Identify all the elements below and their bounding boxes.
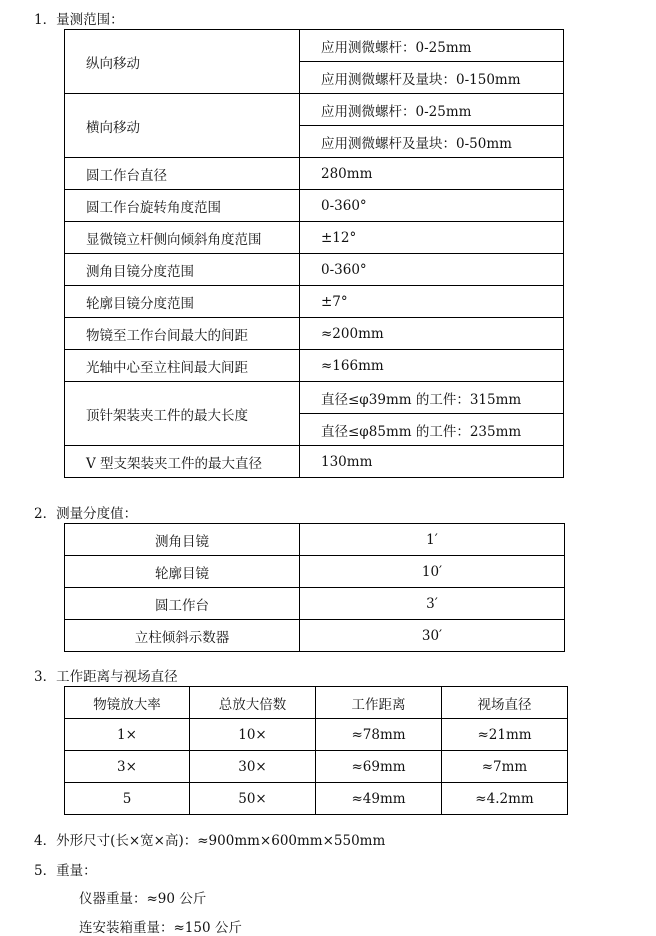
weight-line-instrument: 仪器重量：≈90 公斤 <box>79 891 207 907</box>
column-header: 物镜放大率 <box>65 687 190 719</box>
section-4-dimensions: 4．外形尺寸(长×宽×高)：≈900mm×600mm×550mm <box>34 833 386 849</box>
table-cell: 5 <box>65 783 190 815</box>
range-key-cell: V 型支架装夹工件的最大直径 <box>65 446 300 478</box>
range-value-cell: 直径≤φ39mm 的工件：315mm <box>300 382 564 414</box>
measurement-range-table <box>64 29 564 478</box>
table-cell: 10× <box>190 719 316 751</box>
division-key-cell: 轮廓目镜 <box>65 556 300 588</box>
working-distance-table <box>64 686 568 815</box>
range-key-cell: 圆工作台旋转角度范围 <box>65 190 300 222</box>
weight-line-with-case: 连安装箱重量：≈150 公斤 <box>79 920 242 936</box>
range-key-cell: 圆工作台直径 <box>65 158 300 190</box>
division-row <box>65 588 565 620</box>
column-header: 总放大倍数 <box>190 687 316 719</box>
division-row <box>65 620 565 652</box>
division-value-cell: 10′ <box>300 556 565 588</box>
table-row <box>65 783 568 815</box>
division-value-table <box>64 523 565 652</box>
table-cell: ≈69mm <box>316 751 442 783</box>
range-row <box>65 158 564 190</box>
range-value-cell: 应用测微螺杆：0-25mm <box>300 94 564 126</box>
division-key-cell: 圆工作台 <box>65 588 300 620</box>
range-key-cell: 横向移动 <box>65 94 300 158</box>
division-value-cell: 30′ <box>300 620 565 652</box>
range-key-cell: 顶针架装夹工件的最大长度 <box>65 382 300 446</box>
range-value-cell: 280mm <box>300 158 564 190</box>
range-value-cell: 0-360° <box>300 254 564 286</box>
section-2-title: 2．测量分度值： <box>34 506 138 522</box>
range-key-cell: 测角目镜分度范围 <box>65 254 300 286</box>
division-key-cell: 测角目镜 <box>65 524 300 556</box>
table-row <box>65 719 568 751</box>
range-key-cell: 物镜至工作台间最大的间距 <box>65 318 300 350</box>
range-value-cell: 130mm <box>300 446 564 478</box>
range-value-cell: 直径≤φ85mm 的工件：235mm <box>300 414 564 446</box>
range-row <box>65 350 564 382</box>
division-value-cell: 3′ <box>300 588 565 620</box>
table-cell: ≈4.2mm <box>442 783 568 815</box>
range-key-cell: 轮廓目镜分度范围 <box>65 286 300 318</box>
division-value-cell: 1′ <box>300 524 565 556</box>
range-row <box>65 254 564 286</box>
section-1-title: 1．量测范围： <box>34 12 124 28</box>
range-row <box>65 318 564 350</box>
range-row <box>65 222 564 254</box>
table-cell: ≈7mm <box>442 751 568 783</box>
table-cell: ≈21mm <box>442 719 568 751</box>
table-cell: 30× <box>190 751 316 783</box>
range-row <box>65 94 564 126</box>
range-row <box>65 446 564 478</box>
range-value-cell: ±12° <box>300 222 564 254</box>
range-value-cell: ≈166mm <box>300 350 564 382</box>
range-value-cell: ≈200mm <box>300 318 564 350</box>
range-value-cell: 应用测微螺杆及量块：0-50mm <box>300 126 564 158</box>
table-cell: ≈49mm <box>316 783 442 815</box>
table-cell: 50× <box>190 783 316 815</box>
division-key-cell: 立柱倾斜示数器 <box>65 620 300 652</box>
range-row <box>65 286 564 318</box>
range-value-cell: 应用测微螺杆及量块：0-150mm <box>300 62 564 94</box>
table-cell: 1× <box>65 719 190 751</box>
table-cell: ≈78mm <box>316 719 442 751</box>
range-row <box>65 190 564 222</box>
range-key-cell: 纵向移动 <box>65 30 300 94</box>
range-value-cell: 应用测微螺杆：0-25mm <box>300 30 564 62</box>
table-row <box>65 751 568 783</box>
section-3-title: 3．工作距离与视场直径 <box>34 669 178 685</box>
range-key-cell: 显微镜立杆侧向倾斜角度范围 <box>65 222 300 254</box>
range-row <box>65 30 564 62</box>
range-value-cell: 0-360° <box>300 190 564 222</box>
division-row <box>65 556 565 588</box>
column-header: 工作距离 <box>316 687 442 719</box>
range-row <box>65 382 564 414</box>
division-row <box>65 524 565 556</box>
column-header: 视场直径 <box>442 687 568 719</box>
range-key-cell: 光轴中心至立柱间最大间距 <box>65 350 300 382</box>
section-5-title: 5．重量： <box>34 863 97 879</box>
table-cell: 3× <box>65 751 190 783</box>
range-value-cell: ±7° <box>300 286 564 318</box>
